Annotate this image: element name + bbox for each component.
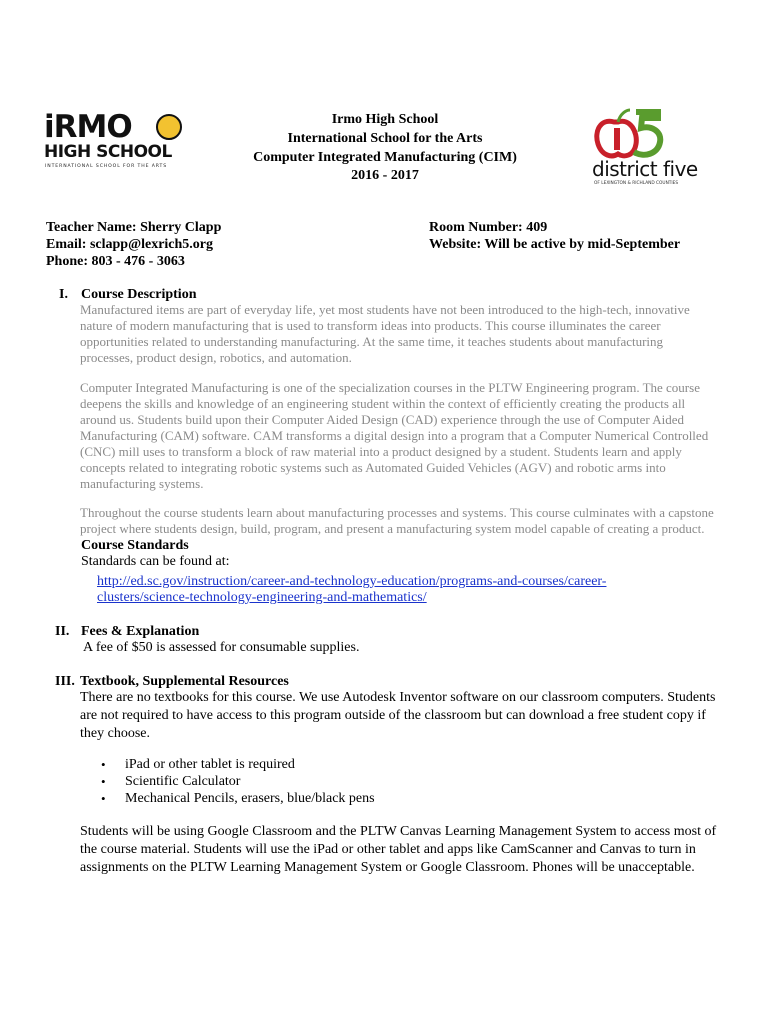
textbook-para2 <box>80 823 770 877</box>
room-number: Room Number: 409 <box>429 220 548 235</box>
district-five-wordmark: district five <box>592 157 698 181</box>
teacher-name: Teacher Name: Sherry Clapp <box>46 220 222 235</box>
text-line: Throughout the course students learn about manufacturing processes and systems. This course culminates with a capstone <box>80 505 714 520</box>
standards-link-line1[interactable]: http://ed.sc.gov/instruction/career-and-technology-education/programs-and-courses/career- <box>97 574 607 589</box>
header-subtitle: International School for the Arts <box>287 131 483 146</box>
course-description-para1 <box>80 302 770 366</box>
text-line: There are no textbooks for this course. We use Autodesk Inventor software on our classroom computers. Students <box>80 690 716 705</box>
section-3-title: Textbook, Supplemental Resources <box>80 674 289 689</box>
list-item <box>101 756 295 774</box>
teacher-phone: Phone: 803 - 476 - 3063 <box>46 254 185 269</box>
textbook-para1 <box>80 689 770 743</box>
bullet-icon: • <box>101 774 106 789</box>
section-2-title: Fees & Explanation <box>81 624 200 639</box>
text-line: project where students design, build, program, and present a manufacturing system model capable of creating a product. <box>80 521 705 536</box>
course-standards-text: Standards can be found at: <box>81 554 230 569</box>
fee-text: A fee of $50 is assessed for consumable supplies. <box>83 640 360 655</box>
text-line: Computer Integrated Manufacturing is one of the specialization courses in the PLTW Engineering program. The course <box>80 380 700 395</box>
text-line: concepts related to integrating robotic systems such as Automated Guided Vehicles (AGV) and robotic arms into <box>80 460 666 475</box>
website-note: Website: Will be active by mid-September <box>429 237 681 252</box>
text-line: deepens the skills and knowledge of an engineering student within the context of efficiently creating the products all <box>80 396 686 411</box>
text-line: assignments on the PLTW Learning Management System or Google Classroom. Phones will be unacceptable. <box>80 860 695 875</box>
course-description-para2 <box>80 380 770 492</box>
list-item-label: iPad or other tablet is required <box>125 757 295 772</box>
bullet-icon: • <box>101 791 106 806</box>
list-item <box>101 773 241 791</box>
text-line: the course material. Students will use the iPad or other tablet and apps like CamScanner and Canvas to turn in <box>80 842 696 857</box>
irmo-logo-word: iRMO <box>44 109 132 145</box>
bullet-icon: • <box>101 757 106 772</box>
course-description-para3 <box>80 505 770 537</box>
text-line: manufacturing systems. <box>80 476 204 491</box>
list-item-label: Mechanical Pencils, erasers, blue/black pens <box>125 791 375 806</box>
header-course: Computer Integrated Manufacturing (CIM) <box>253 150 517 165</box>
section-1-title: Course Description <box>81 287 197 302</box>
list-item <box>101 790 375 808</box>
text-line: are not required to have access to this program outside of the classroom but can download a free student copy if <box>80 708 706 723</box>
text-line: (CNC) mill uses to transform a block of raw material into a product designed by a student. Students learn and apply <box>80 444 682 459</box>
section-3-numeral: III. <box>55 674 75 689</box>
text-line: they choose. <box>80 726 150 741</box>
text-line: opportunities related to understanding manufacturing. At the same time, it teaches students about manufacturing <box>80 334 664 349</box>
irmo-logo-highschool: HIGH SCHOOL <box>44 142 172 162</box>
section-2-numeral: II. <box>55 624 70 639</box>
course-standards-title: Course Standards <box>81 538 189 553</box>
text-line: Manufacturing (CAM) software. CAM transforms a digital design into a program that a Computer Numerical Controlled <box>80 428 709 443</box>
header-year: 2016 - 2017 <box>351 168 419 183</box>
district-five-subtitle: OF LEXINGTON & RICHLAND COUNTIES <box>594 181 679 186</box>
text-line: processes, product design, robotics, and automation. <box>80 350 352 365</box>
text-line: around us. Students build upon their Computer Aided Design (CAD) experience through the use of Computer Aided <box>80 412 685 427</box>
text-line: nature of modern manufacturing that is used to transform ideas into products. This course illuminates the career <box>80 318 661 333</box>
teacher-email: Email: sclapp@lexrich5.org <box>46 237 214 252</box>
standards-link-line2[interactable]: clusters/science-technology-engineering-and-mathematics/ <box>97 590 427 605</box>
text-line: Manufactured items are part of everyday life, yet most students have not been introduced to the high-tech, innovative <box>80 302 690 317</box>
list-item-label: Scientific Calculator <box>125 774 241 789</box>
text-line: Students will be using Google Classroom and the PLTW Canvas Learning Management System to access most of <box>80 824 717 839</box>
header-school: Irmo High School <box>331 112 439 127</box>
irmo-logo-subtitle: INTERNATIONAL SCHOOL FOR THE ARTS <box>45 164 168 169</box>
section-1-numeral: I. <box>59 287 68 302</box>
